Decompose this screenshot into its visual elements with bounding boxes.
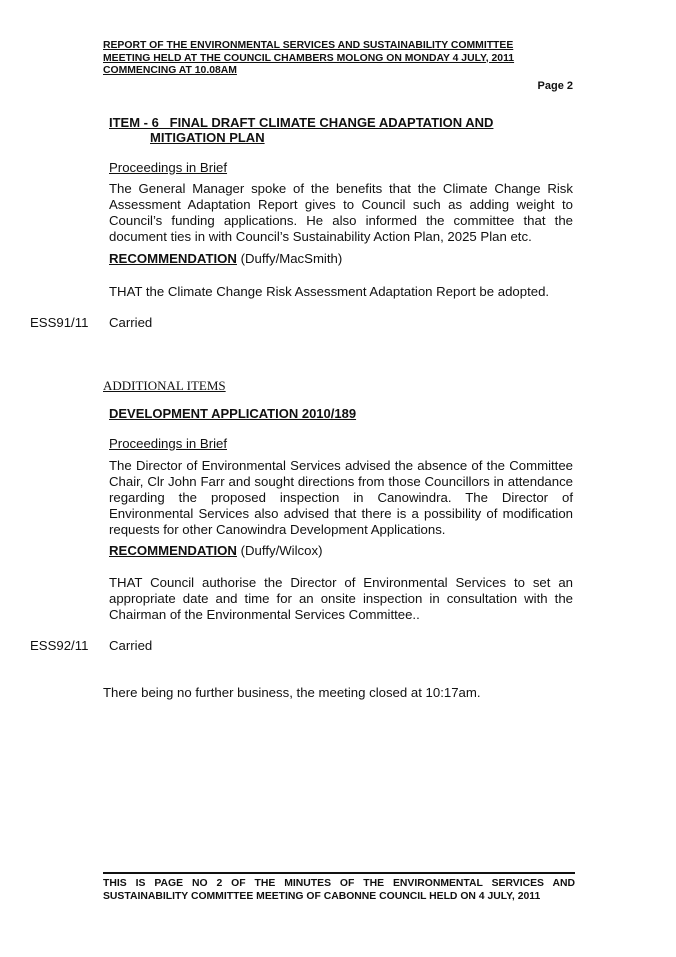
header-line-3: COMMENCING AT 10.08AM [103,65,237,76]
da-resolution-number: ESS92/11 [30,638,89,653]
item-6-recommendation [109,251,342,266]
item-6-proceedings-text: The General Manager spoke of the benefits that the Climate Change Risk Assessment Adaptation Report gives to Council such as adding weight to Council’s funding applications. He also informed the committee that the document ties in with Council’s Sustainability Action Plan, 2025 Plan etc. [109,181,573,244]
page-number: Page 2 [537,80,573,92]
page-header [103,40,575,78]
footer-divider [103,872,575,874]
da-recommendation-movers: (Duffy/Wilcox) [240,543,323,558]
item-6-recommendation-label: RECOMMENDATION [109,251,237,266]
da-outcome: Carried [109,638,153,653]
item-6-outcome: Carried [109,315,153,330]
item-6-proceedings-label: Proceedings in Brief [109,160,228,175]
item-6-resolution-text: THAT the Climate Change Risk Assessment Adaptation Report be adopted. [109,284,550,299]
da-recommendation-label: RECOMMENDATION [109,543,237,558]
closing-statement: There being no further business, the meeting closed at 10:17am. [103,685,481,700]
da-resolution-text: THAT Council authorise the Director of Environmental Services to set an appropriate date and time for an onsite inspection in consultation with the Chairman of the Environmental Services Committee.. [109,575,573,622]
da-proceedings-text: The Director of Environmental Services advised the absence of the Committee Chair, Clr John Farr and sought directions from those Councillors in attendance regarding the proposed inspection in Canowindra. The Director of Environmental Services also advised that there is a possibility of modification requests for other Canowindra Development Applications. [109,458,573,537]
header-line-2: MEETING HELD AT THE COUNCIL CHAMBERS MOLONG ON MONDAY 4 JULY, 2011 [103,52,515,64]
da-recommendation [109,543,322,558]
item-6-title [109,116,579,145]
item-6-title-line-1: ITEM - 6 FINAL DRAFT CLIMATE CHANGE ADAPTATION AND [109,115,494,130]
page-footer: THIS IS PAGE NO 2 OF THE MINUTES OF THE ENVIRONMENTAL SERVICES AND SUSTAINABILITY COMMITTEE MEETING OF CABONNE COUNCIL HELD ON 4 JULY, 2011 [103,878,575,902]
da-proceedings-label: Proceedings in Brief [109,436,228,451]
header-line-1: REPORT OF THE ENVIRONMENTAL SERVICES AND SUSTAINABILITY COMMITTEE [103,40,514,51]
development-application-title: DEVELOPMENT APPLICATION 2010/189 [109,406,357,421]
item-6-recommendation-movers: (Duffy/MacSmith) [240,251,343,266]
item-6-title-line-2: MITIGATION PLAN [150,129,265,145]
item-6-resolution-number: ESS91/11 [30,315,89,330]
additional-items-heading: ADDITIONAL ITEMS [103,378,226,393]
